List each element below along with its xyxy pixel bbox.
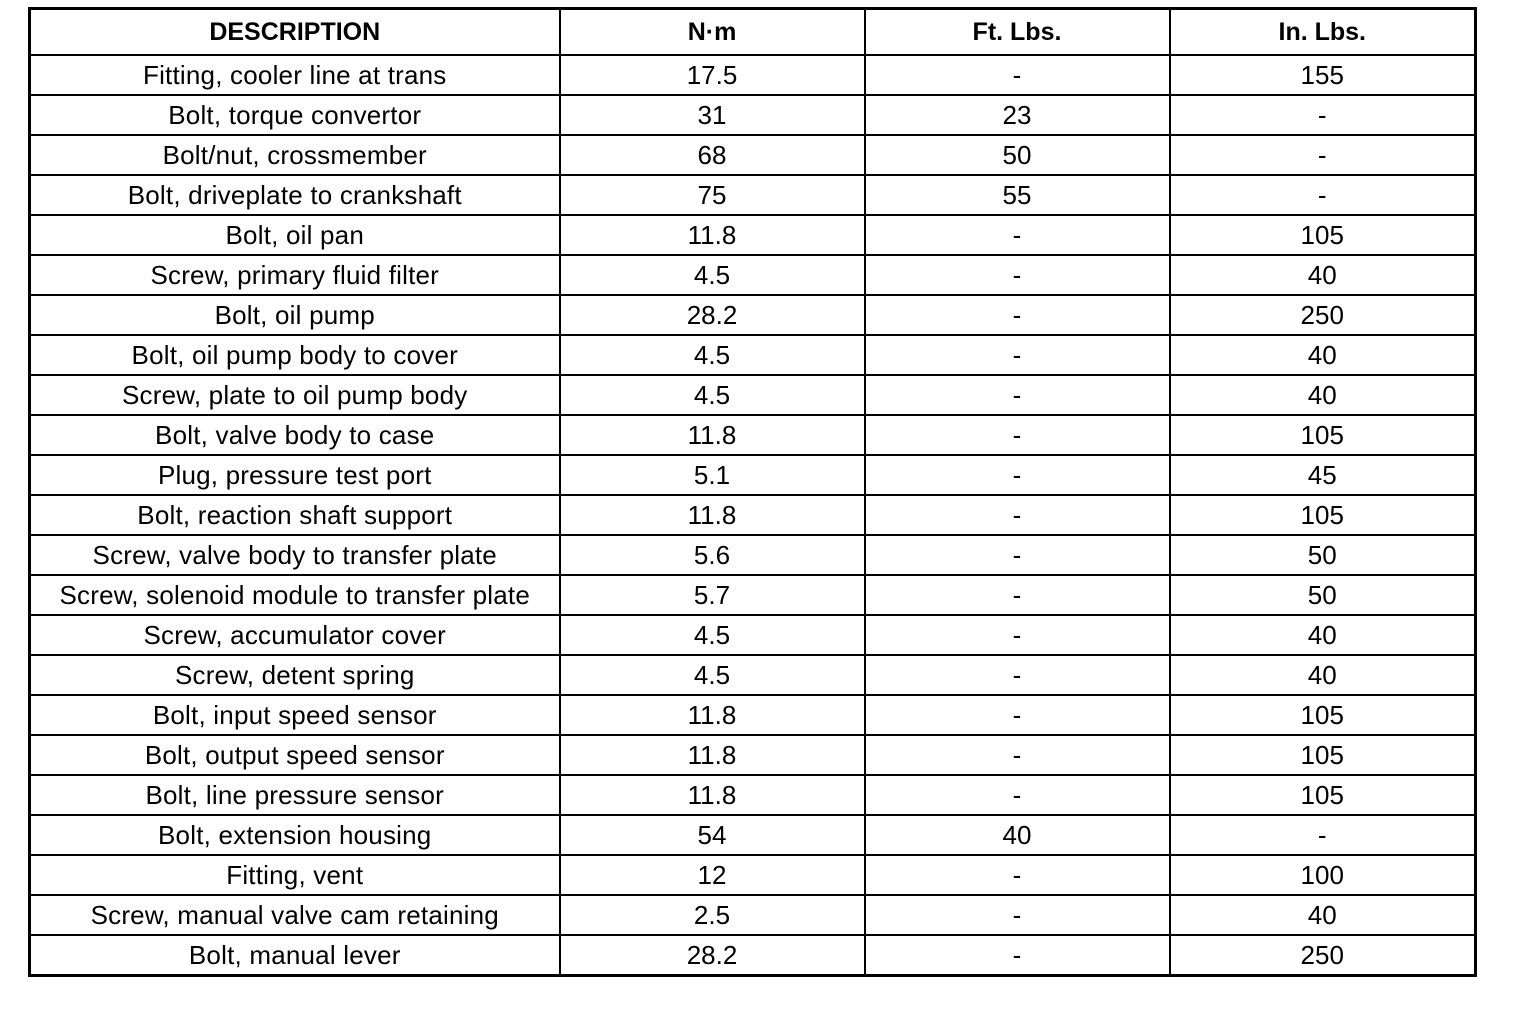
cell-ft-lbs: 23 — [865, 95, 1170, 135]
cell-in-lbs: 40 — [1170, 895, 1476, 935]
table-row — [30, 95, 1476, 135]
cell-ft-lbs: - — [865, 55, 1170, 95]
cell-nm: 11.8 — [560, 695, 865, 735]
cell-in-lbs: 50 — [1170, 535, 1476, 575]
table-body — [30, 55, 1476, 976]
table-row — [30, 55, 1476, 95]
table-row — [30, 815, 1476, 855]
cell-ft-lbs: - — [865, 255, 1170, 295]
torque-specifications-table — [28, 7, 1477, 977]
cell-description: Fitting, cooler line at trans — [30, 55, 560, 95]
cell-nm: 11.8 — [560, 775, 865, 815]
cell-description: Bolt, output speed sensor — [30, 735, 560, 775]
table-row — [30, 695, 1476, 735]
cell-nm: 5.7 — [560, 575, 865, 615]
cell-in-lbs: 100 — [1170, 855, 1476, 895]
table-row — [30, 255, 1476, 295]
cell-description: Screw, primary fluid filter — [30, 255, 560, 295]
cell-ft-lbs: - — [865, 335, 1170, 375]
cell-ft-lbs: - — [865, 935, 1170, 976]
cell-ft-lbs: - — [865, 535, 1170, 575]
table-row — [30, 855, 1476, 895]
table-row — [30, 575, 1476, 615]
cell-in-lbs: - — [1170, 815, 1476, 855]
cell-ft-lbs: - — [865, 215, 1170, 255]
table-row — [30, 135, 1476, 175]
table-row — [30, 655, 1476, 695]
cell-nm: 31 — [560, 95, 865, 135]
cell-ft-lbs: 50 — [865, 135, 1170, 175]
cell-in-lbs: 50 — [1170, 575, 1476, 615]
cell-description: Bolt, oil pump — [30, 295, 560, 335]
cell-in-lbs: 40 — [1170, 375, 1476, 415]
table-row — [30, 615, 1476, 655]
cell-ft-lbs: - — [865, 695, 1170, 735]
cell-nm: 12 — [560, 855, 865, 895]
table-row — [30, 455, 1476, 495]
cell-ft-lbs: - — [865, 615, 1170, 655]
cell-ft-lbs: - — [865, 295, 1170, 335]
cell-description: Bolt, oil pan — [30, 215, 560, 255]
cell-ft-lbs: - — [865, 775, 1170, 815]
cell-nm: 75 — [560, 175, 865, 215]
cell-in-lbs: 250 — [1170, 935, 1476, 976]
cell-nm: 5.1 — [560, 455, 865, 495]
cell-nm: 17.5 — [560, 55, 865, 95]
cell-ft-lbs: - — [865, 495, 1170, 535]
cell-description: Screw, accumulator cover — [30, 615, 560, 655]
table-row — [30, 735, 1476, 775]
cell-in-lbs: - — [1170, 95, 1476, 135]
table-header — [30, 9, 1476, 56]
header-row — [30, 9, 1476, 56]
cell-ft-lbs: - — [865, 735, 1170, 775]
cell-nm: 28.2 — [560, 935, 865, 976]
cell-nm: 68 — [560, 135, 865, 175]
cell-description: Bolt, torque convertor — [30, 95, 560, 135]
cell-ft-lbs: - — [865, 895, 1170, 935]
cell-nm: 11.8 — [560, 215, 865, 255]
table-row — [30, 375, 1476, 415]
cell-description: Bolt, extension housing — [30, 815, 560, 855]
cell-in-lbs: 40 — [1170, 655, 1476, 695]
cell-description: Bolt, driveplate to crankshaft — [30, 175, 560, 215]
header-description: DESCRIPTION — [30, 9, 560, 56]
cell-nm: 4.5 — [560, 375, 865, 415]
cell-ft-lbs: 55 — [865, 175, 1170, 215]
cell-in-lbs: 105 — [1170, 495, 1476, 535]
cell-ft-lbs: 40 — [865, 815, 1170, 855]
cell-ft-lbs: - — [865, 655, 1170, 695]
table-row — [30, 895, 1476, 935]
cell-description: Screw, plate to oil pump body — [30, 375, 560, 415]
cell-in-lbs: 105 — [1170, 695, 1476, 735]
cell-description: Plug, pressure test port — [30, 455, 560, 495]
cell-description: Screw, valve body to transfer plate — [30, 535, 560, 575]
table-row — [30, 535, 1476, 575]
cell-nm: 54 — [560, 815, 865, 855]
cell-ft-lbs: - — [865, 375, 1170, 415]
cell-in-lbs: 40 — [1170, 615, 1476, 655]
cell-nm: 4.5 — [560, 335, 865, 375]
cell-description: Bolt, line pressure sensor — [30, 775, 560, 815]
cell-description: Screw, manual valve cam retaining — [30, 895, 560, 935]
cell-in-lbs: 45 — [1170, 455, 1476, 495]
table-row — [30, 295, 1476, 335]
cell-description: Screw, detent spring — [30, 655, 560, 695]
table-row — [30, 495, 1476, 535]
cell-nm: 28.2 — [560, 295, 865, 335]
cell-in-lbs: - — [1170, 135, 1476, 175]
cell-description: Fitting, vent — [30, 855, 560, 895]
header-ft-lbs: Ft. Lbs. — [865, 9, 1170, 56]
cell-in-lbs: 105 — [1170, 775, 1476, 815]
table-row — [30, 215, 1476, 255]
cell-in-lbs: 40 — [1170, 255, 1476, 295]
cell-description: Bolt, oil pump body to cover — [30, 335, 560, 375]
cell-in-lbs: 105 — [1170, 415, 1476, 455]
cell-nm: 4.5 — [560, 615, 865, 655]
table-row — [30, 175, 1476, 215]
cell-nm: 5.6 — [560, 535, 865, 575]
table-row — [30, 415, 1476, 455]
cell-in-lbs: 105 — [1170, 215, 1476, 255]
cell-description: Bolt, manual lever — [30, 935, 560, 976]
table-row — [30, 335, 1476, 375]
cell-description: Bolt, valve body to case — [30, 415, 560, 455]
cell-in-lbs: 105 — [1170, 735, 1476, 775]
table-row — [30, 935, 1476, 976]
table-row — [30, 775, 1476, 815]
cell-nm: 11.8 — [560, 415, 865, 455]
header-nm: N·m — [560, 9, 865, 56]
cell-nm: 11.8 — [560, 495, 865, 535]
cell-description: Screw, solenoid module to transfer plate — [30, 575, 560, 615]
cell-nm: 11.8 — [560, 735, 865, 775]
cell-description: Bolt/nut, crossmember — [30, 135, 560, 175]
cell-description: Bolt, input speed sensor — [30, 695, 560, 735]
cell-nm: 2.5 — [560, 895, 865, 935]
cell-nm: 4.5 — [560, 655, 865, 695]
cell-ft-lbs: - — [865, 455, 1170, 495]
cell-in-lbs: - — [1170, 175, 1476, 215]
cell-ft-lbs: - — [865, 415, 1170, 455]
cell-in-lbs: 250 — [1170, 295, 1476, 335]
cell-in-lbs: 155 — [1170, 55, 1476, 95]
header-in-lbs: In. Lbs. — [1170, 9, 1476, 56]
cell-in-lbs: 40 — [1170, 335, 1476, 375]
cell-ft-lbs: - — [865, 575, 1170, 615]
cell-ft-lbs: - — [865, 855, 1170, 895]
cell-description: Bolt, reaction shaft support — [30, 495, 560, 535]
cell-nm: 4.5 — [560, 255, 865, 295]
